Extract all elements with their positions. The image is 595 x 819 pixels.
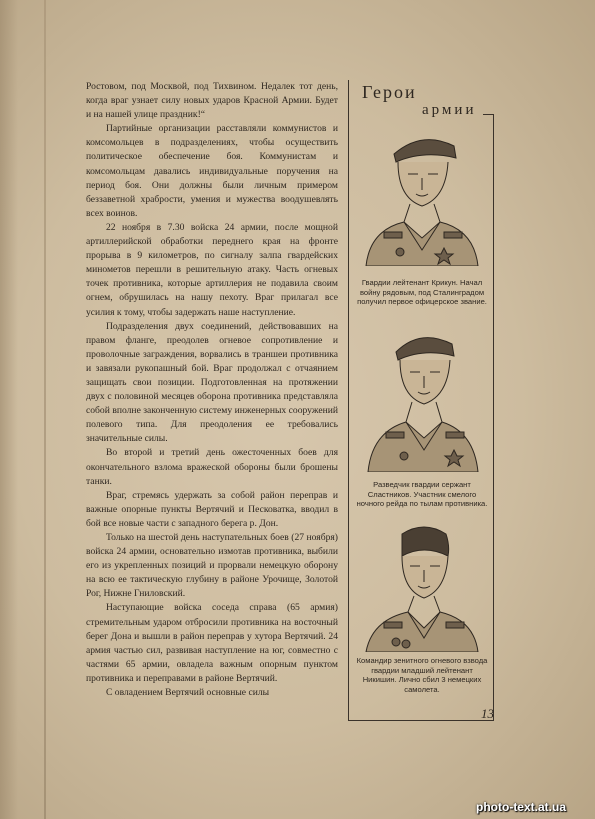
- portrait-krikun: [364, 126, 480, 266]
- caption-nikishin: Командир зенитного огневого взвода гвардии младший лейтенант Никишин. Лично сбил 3 немецких самолета.: [356, 656, 488, 694]
- sidebar-border-right: [493, 114, 494, 720]
- watermark: photo-text.at.ua: [476, 800, 566, 814]
- paragraph-4: Подразделения двух соединений, действовавших на правом фланге, преодолев огневое сопротивление и проволочные заграждения, ворвались в траншеи противника и завязали рукопашный бой. Враг продолжал с отчаянием защищать свои позиции. Подготовленная на протяжении двух с половиной месяцев оборона противника представляла собой вполне законченную систему инженерных сооружений полевого типа. Для преодоления ее требовались значительные силы.: [86, 320, 338, 445]
- sidebar-border-bottom: [348, 720, 494, 721]
- sidebar-title-line1: Герои: [362, 82, 417, 102]
- caption-slastnikov: Разведчик гвардии сержант Сластников. Участник смелого ночного рейда по тылам противника.: [356, 480, 488, 509]
- page-fold-line: [44, 0, 46, 819]
- sidebar-border-left: [348, 80, 349, 720]
- paragraph-6: Враг, стремясь удержать за собой район переправ и важные опорные пункты Вертячий и Песковатка, вводил в бой все новые части с западного берега р. Дон.: [86, 489, 338, 529]
- paragraph-2: Партийные организации расставляли коммунистов и комсомольцев в подразделениях, чтобы осуществить политическое обеспечение боя. Коммунистам и комсомольцам давались индивидуальные поручения на период боя. Они должны были личным примером беззаветной храбрости, умения и мужества воодушевлять всех воинов.: [86, 123, 338, 219]
- portrait-nikishin: [364, 520, 480, 652]
- sidebar-border-top: [483, 114, 493, 115]
- paragraph-3: 22 ноября в 7.30 войска 24 армии, после мощной артиллерийской обработки переднего края на фронте прорыва в 9 километров, по сигналу залпа гвардейских минометов перешли в решительную атаку. Часть огневых точек противника, которые артиллерия не подавила своим огнем, обрушилась на нашу пехоту. Враг прилагал все усилия к тому, чтобы задержать наше наступление.: [86, 221, 338, 318]
- paragraph-8: Наступающие войска соседа справа (65 армия) стремительным ударом отбросили противника на восточный берег Дона и вышли в район переправ у хутора Вертячий. 24 армия частью сил, развивая наступление на юг, совместно с частями 65 армии, овладела важным опорным пунктом противника и переправами в районе Вертячий.: [86, 602, 338, 684]
- paragraph-1: Ростовом, под Москвой, под Тихвином. Недалек тот день, когда враг узнает силу новых ударов Красной Армии. Будет и на нашей улице праздник!“: [86, 81, 338, 121]
- paragraph-7: Только на шестой день наступательных боев (27 ноября) войска 24 армии, основательно измотав противника, выбили его из укрепленных позиций и прорвали немецкую оборону на всю ее тактическую глубину в районе Урочище, Золотой Рог, Нижне Гниловский.: [86, 532, 338, 600]
- paragraph-5: Во второй и третий день ожесточенных боев для окончательного взлома вражеской обороны были брошены танки.: [86, 447, 338, 487]
- paragraph-9: С овладением Вертячий основные силы: [106, 687, 270, 699]
- sidebar-title-line2: армии: [422, 102, 477, 118]
- page-edge-shadow: [0, 0, 18, 819]
- main-text-column: [86, 80, 338, 700]
- caption-krikun: Гвардии лейтенант Крикун. Начал войну рядовым, под Сталинградом получил первое офицерское звание.: [357, 278, 487, 307]
- heroes-sidebar: [348, 80, 493, 720]
- page-number: 13: [481, 706, 494, 721]
- portrait-slastnikov: [364, 322, 480, 472]
